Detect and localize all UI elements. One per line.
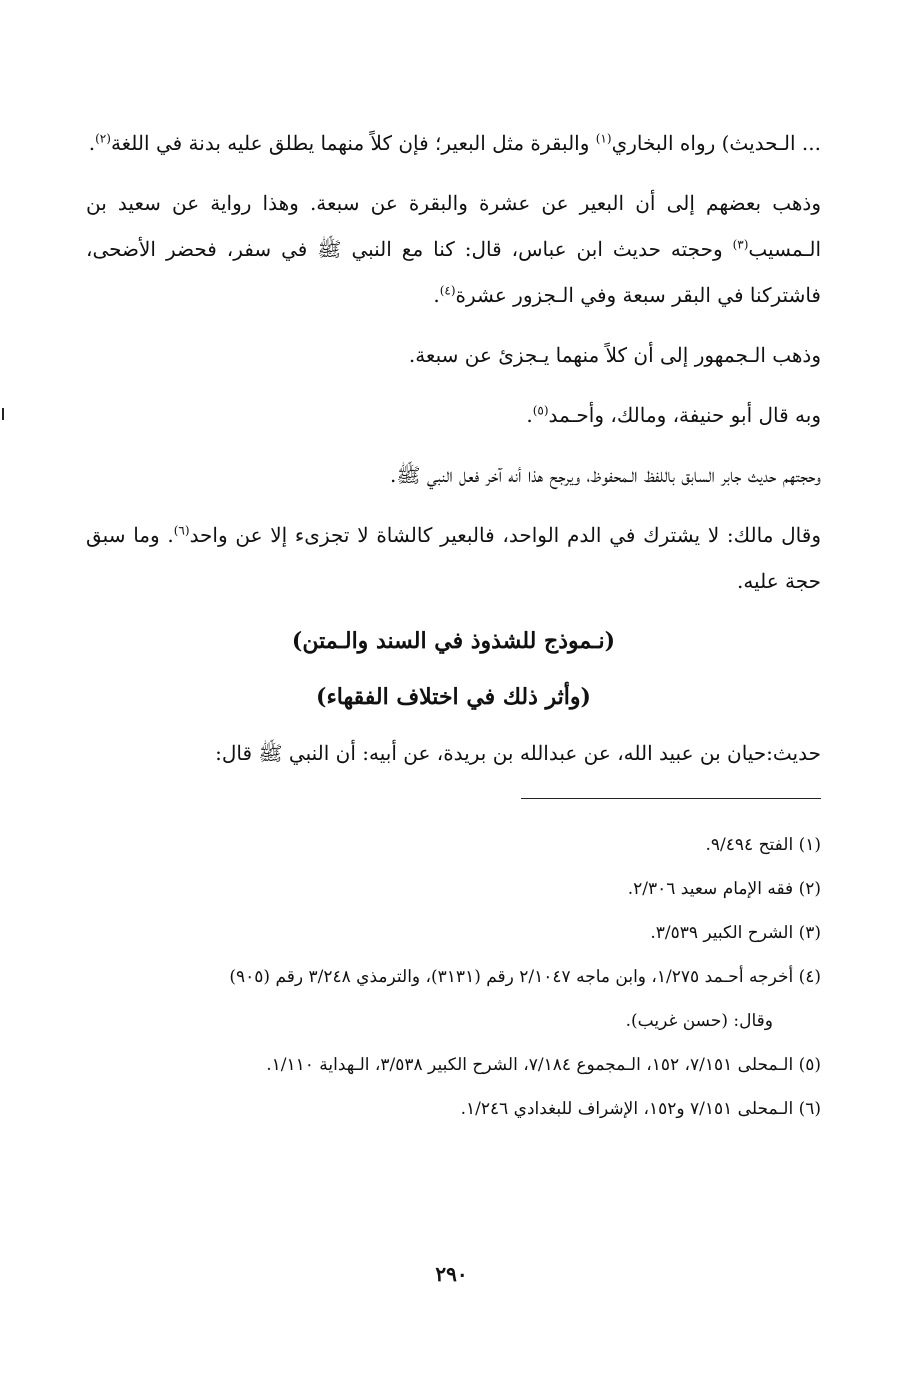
footnote-reference[interactable]: (٢) <box>95 131 111 146</box>
paragraph-1 <box>86 120 821 166</box>
footnote-6: (٦) الـمحلى ٧/١٥١ و١٥٢، الإشراف للبغدادي ١/٢٤٦. <box>460 1099 821 1119</box>
footnote-reference[interactable]: (٣) <box>732 237 749 252</box>
footnote-separator <box>521 798 821 799</box>
paragraph-3 <box>86 332 821 378</box>
document-page <box>86 120 821 1380</box>
paragraph-6 <box>86 512 821 604</box>
paragraph-text-segment: وذهب بعضهم إلى أن البعير عن عشرة والبقرة عن سبعة. وهذا رواية عن سعيد بن الـمسيب <box>86 191 821 261</box>
footnote-4: (٤) أخرجه أحـمد ١/٢٧٥، وابن ماجه ٢/١٠٤٧ رقم (٣١٣١)، والترمذي ٣/٢٤٨ رقم (٩٠٥) <box>229 967 821 987</box>
footnote-reference[interactable]: (١) <box>595 131 612 146</box>
paragraph-text-segment: . <box>88 131 96 155</box>
footnote-4-continuation: وقال: (حسن غريب). <box>625 1011 773 1031</box>
paragraph-text-segment: . <box>526 403 533 427</box>
footnotes-list <box>86 823 821 1131</box>
footnote-reference[interactable]: (٤) <box>439 283 456 298</box>
paragraph-5 <box>86 452 821 498</box>
section-heading-2: (وأثر ذلك في اختلاف الفقهاء) <box>316 684 591 710</box>
paragraph-text-segment: . <box>433 283 440 307</box>
footnote-5: (٥) الـمحلى ٧/١٥١، ١٥٢، الـمجموع ٧/١٨٤، الشرح الكبير ٣/٥٣٨، الـهداية ١/١١٠. <box>266 1055 821 1075</box>
paragraph-text-segment: وقال مالك: لا يشترك في الدم الواحد، فالبعير كالشاة لا تجزىء إلا عن واحد <box>189 523 821 547</box>
paragraph-text-segment: والبقرة مثل البعير؛ فإن كلاً منهما يطلق عليه بدنة في اللغة <box>110 131 596 155</box>
footnote-1: (١) الفتح ٩/٤٩٤. <box>705 835 821 855</box>
paragraph-2 <box>86 180 821 318</box>
paragraph-text-segment: ... الـحديث) رواه البخاري <box>611 131 821 155</box>
paragraph-text-segment: وبه قال أبو حنيفة، ومالك، وأحـمد <box>548 403 821 427</box>
paragraph-text-segment: وذهب الـجمهور إلى أن كلاً منهما يـجزئ عن سبعة. <box>408 343 821 367</box>
page-number: ٢٩٠ <box>435 1262 468 1286</box>
footnote-2: (٢) فقه الإمام سعيد ٢/٣٠٦. <box>627 879 821 899</box>
footnote-reference[interactable]: (٥) <box>532 403 549 418</box>
footnote-reference[interactable]: (٦) <box>173 523 190 538</box>
paragraph-text-segment: . وما سبق حجة عليه. <box>86 523 821 593</box>
main-text <box>86 120 821 604</box>
page-edge-mark <box>2 408 4 420</box>
section-heading-1: (نـموذج للشذوذ في السند والـمتن) <box>291 628 616 654</box>
paragraph-text-segment: وحجتهم حديث جابر السابق باللفظ الـمحفوظ، ويرجح هذا أنه آخر فعل النبي ﷺ. <box>390 463 821 487</box>
paragraph-text-segment: وحجته حديث ابن عباس، قال: كنا مع النبي ﷺ في سفر، فحضر الأضحى، فاشتركنا في البقر سبعة وفي الـجزور عشرة <box>86 237 821 307</box>
paragraph-4 <box>86 392 821 438</box>
hadith-line: حديث:حيان بن عبيد الله، عن عبدالله بن بريدة، عن أبيه: أن النبي ﷺ قال: <box>215 741 821 765</box>
footnote-3: (٣) الشرح الكبير ٣/٥٣٩. <box>650 923 821 943</box>
